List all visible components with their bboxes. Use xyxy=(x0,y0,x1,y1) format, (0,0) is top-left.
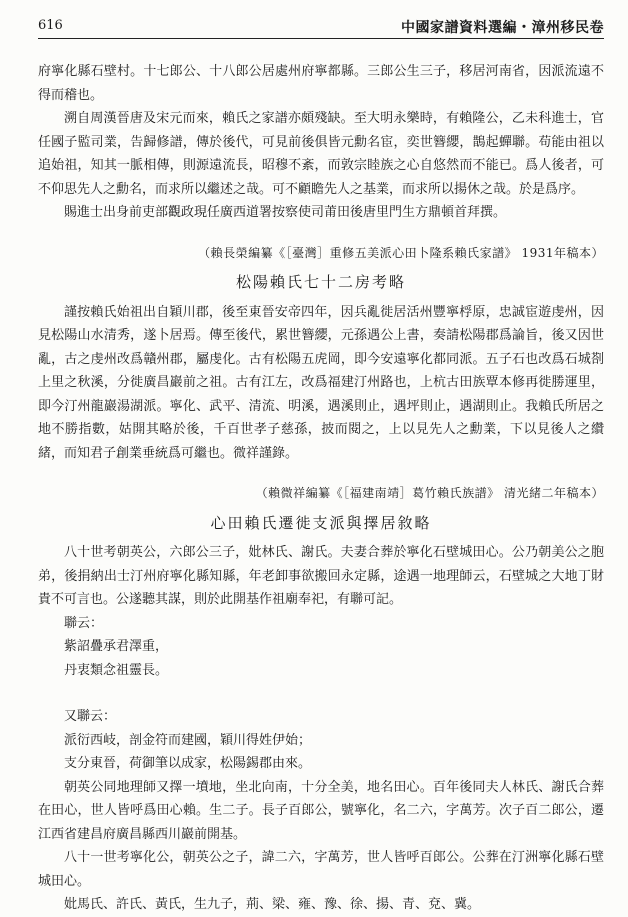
page-content xyxy=(38,60,604,917)
couplet-label: 又聯云： xyxy=(64,709,117,724)
page-header xyxy=(38,14,604,36)
paragraph-author-signature: 賜進士出身前吏部觀政現任廣西道署按察使司莆田後唐里門生方鼎頓首拜撰。 xyxy=(64,205,507,220)
paragraph-songyang: 謹按賴氏始祖出自穎川郡，後至東晉安帝四年，因兵亂徙居活州豐寧桴原，忠誠宦遊虔州，因見松陽山水清秀，遂卜居焉。傳至後代，累世簪纓，元孫遇公上書，奏請松陽郡爲論旨，後又因世亂，古之虔州改爲贛州郡，屬虔化。古有松陽五虎岡，即今安遠寧化都同派。五子石也改爲石城剳上里之秋溪，分徙廣昌巖前之祖。古有江左，改爲福建汀州路也，上杭古田族覃本修再徙勝運里，即今汀州龍巖湯湖派。寧化、武平、清流、明溪，遇溪則止，遇坪則止，遇湖則止。我賴氏所居之地不勝指數，姑開其略於後，千百世孝子慈孫，披而閱之，上以見先人之勳業，下以見後人之纘緒，而知君子創業垂統爲可繼也。微祥謹錄。 xyxy=(38,304,604,461)
section-title-songyang: 松陽賴氏七十二房考略 xyxy=(235,273,406,291)
couplet-line: 派衍西岐，剖金符而建國，穎川得姓伊始； xyxy=(64,732,312,748)
couplet-label: 聯云： xyxy=(64,615,104,631)
paragraph-burial: 朝英公同地理師又擇一墳地，坐北向南，十分全美，地名田心。百年後同夫人林氏、謝氏合葬在田心，世人皆呼爲田心賴。生二子。長子百郎公，號寧化，名二六，字萬芳。次子百二郎公，遷江西省建昌府廣昌縣西川巖前開基。 xyxy=(38,779,604,842)
spacer xyxy=(38,682,604,705)
paragraph-chaoying: 八十世考朝英公，六郎公三子，妣林氏、謝氏。夫妻合葬於寧化石壁城田心。公乃朝美公之胞弟，後捐納出士汀州府寧化縣知縣，年老卸事欲搬回永定縣，途遇一地理師云，石壁城之大地丁財貴不可言也。公遂聽其謀，則於此開基作祖廟奉祀，有聯可記。 xyxy=(38,545,604,607)
couplet-line: 紫詔疊承君澤重， xyxy=(64,639,169,654)
paragraph-continued: 府寧化縣石壁村。十七郎公、十八郎公居處州府寧都縣。三郎公生三子，移居河南省，因派流遠不得而稽也。 xyxy=(38,64,604,103)
source-citation-1: （賴長榮編纂《［臺灣］重修五美派心田卜隆系賴氏家譜》 1931年稿本） xyxy=(198,245,604,260)
paragraph-lineage: 溯自周漢晉唐及宋元而來，賴氏之家譜亦頗殘缺。至大明永樂時，有賴隆公，乙未科進士，官任國子監司業，告歸修譜，傳於後代，可見前後俱皆元勳名宦，奕世簪纓，鵲起蟬聯。苟能由祖以追始祖，知其一脈相傳，則源遠流長，昭穆不紊，而敦宗睦族之心自悠然而不能已。爲人後者，可不仰思先人之勳名，而求所以繼述之哉。可不顧瞻先人之基業，而求所以揚休之哉。於是爲序。 xyxy=(38,111,604,197)
paragraph-ninghua: 八十一世考寧化公，朝英公之子，諱二六，字萬芳，世人皆呼百郎公。公葬在汀洲寧化縣石壁城田心。 xyxy=(38,850,604,889)
source-citation-2: （賴微祥編纂《［福建南靖］葛竹賴氏族譜》 清光緒二年稿本） xyxy=(255,486,604,500)
running-title: 中國家譜資料選編・漳州移民卷 xyxy=(401,20,604,36)
page-number: 616 xyxy=(38,18,63,33)
paragraph-wives-sons: 妣馬氏、許氏、黃氏，生九子，荊、梁、雍、豫、徐、揚、青、兗、冀。 xyxy=(64,897,481,912)
section-title-xintian: 心田賴氏遷徙支派與擇居敘略 xyxy=(210,513,432,532)
couplet-line: 支分東晉，荷御筆以成家，松陽錫郡由來。 xyxy=(64,756,312,771)
couplet-line: 丹衷類念祖靈長。 xyxy=(64,662,169,678)
header-rule xyxy=(38,38,604,39)
